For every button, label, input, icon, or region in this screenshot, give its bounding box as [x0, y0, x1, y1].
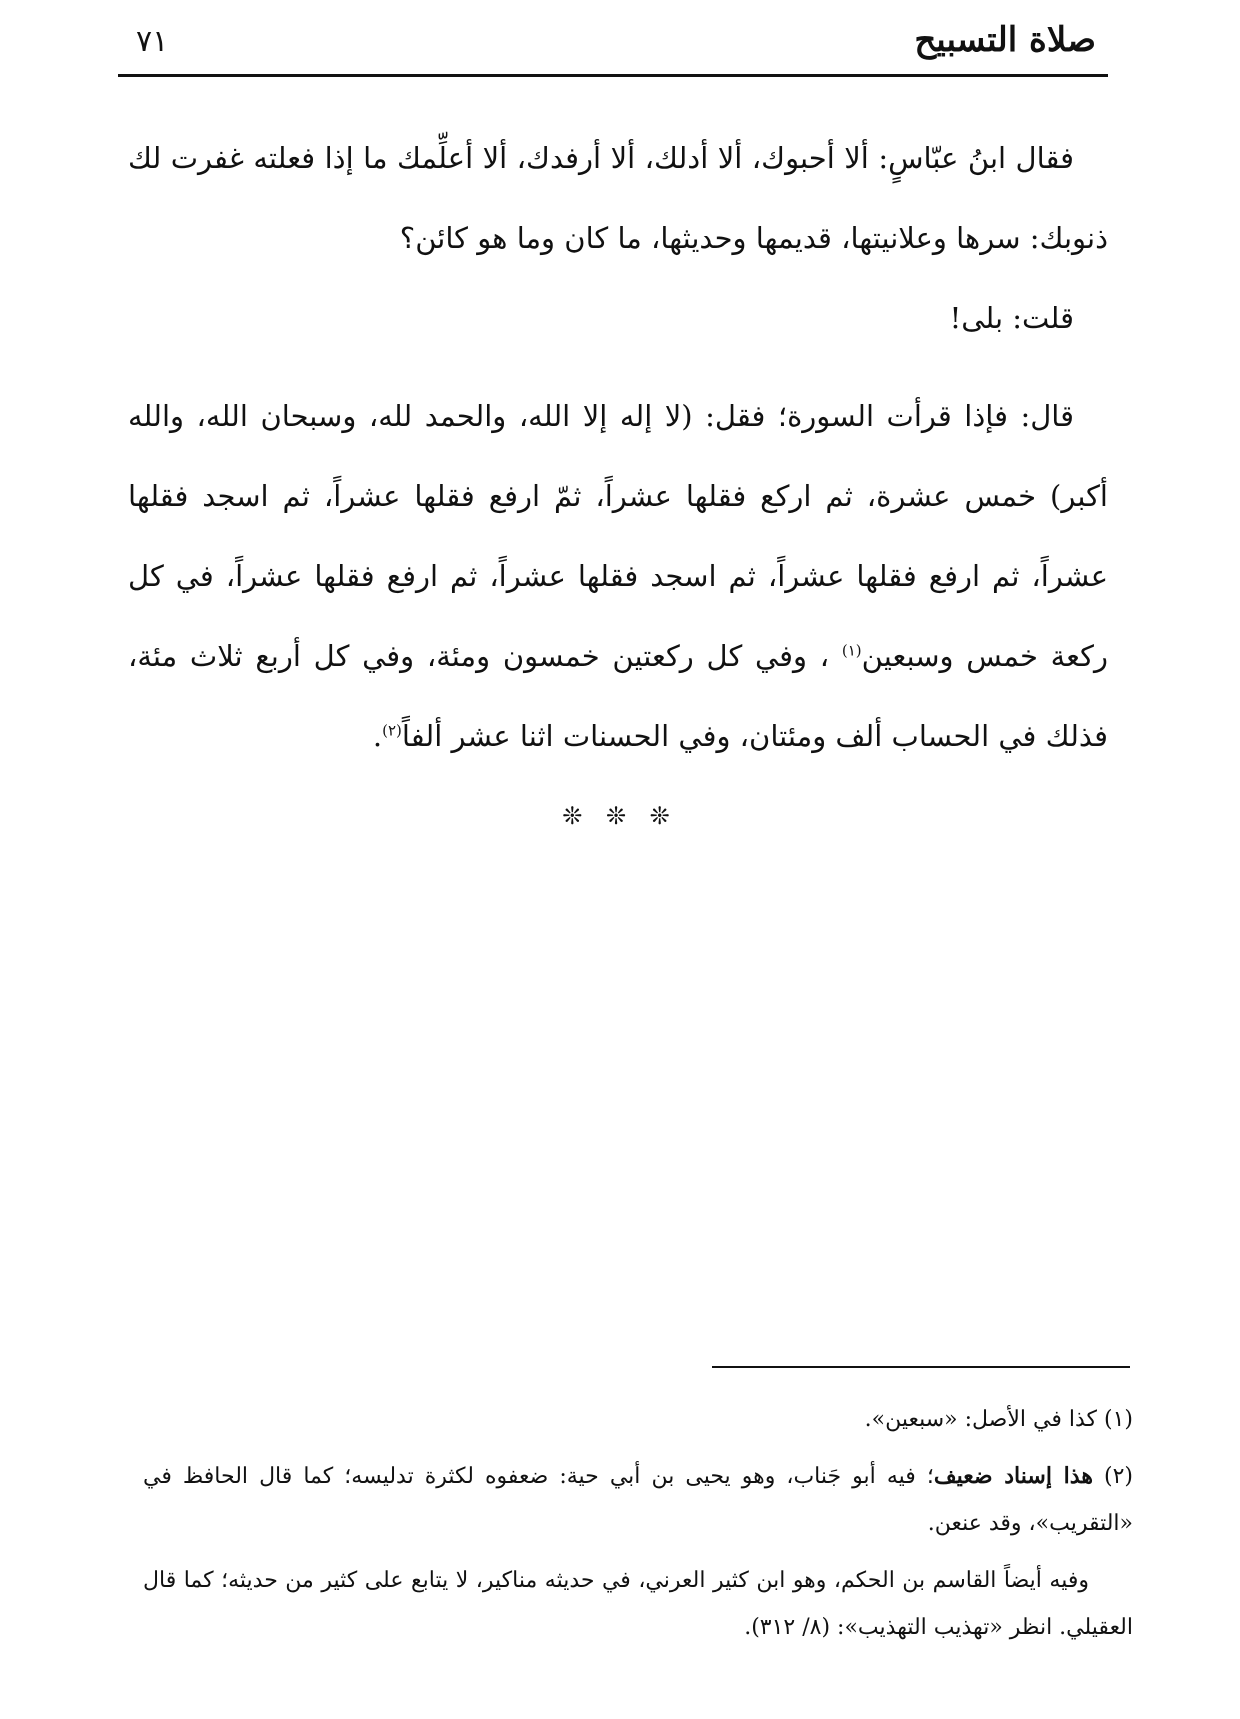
header-rule	[118, 74, 1108, 77]
instructions-text-1: قال: فإذا قرأت السورة؛ فقل: (لا إله إلا الله، والحمد لله، وسبحان الله، والله أكبر) خمس عشرة، ثم اركع فقلها عشراً، ثمّ ارفع فقلها عشراً، ثم اسجد فقلها عشراً، ثم ارفع فقلها عشراً، ثم اسجد فقلها عشراً، ثم ارفع فقلها عشراً، في كل ركعة خمس وسبعين	[128, 399, 1108, 673]
footnote-2-text: ؛ فيه أبو جَناب، وهو يحيى بن أبي حية: ضعفوه لكثرة تدليسه؛ كما قال الحافظ في «التقريب»، وقد عنعن.	[143, 1464, 1133, 1536]
section-separator: ❊ ❊ ❊	[562, 802, 678, 830]
main-text	[128, 118, 1108, 776]
footnote-1: (١) كذا في الأصل: «سبعين».	[864, 1407, 1133, 1432]
footnotes	[143, 1396, 1133, 1651]
paragraph-ibn-abbas: فقال ابنُ عبّاسٍ: ألا أحبوك، ألا أدلك، ألا أرفدك، ألا أعلِّمك ما إذا فعلته غفرت لك ذنوبك: سرها وعلانيتها، قديمها وحديثها، ما كان وما هو كائن؟	[128, 141, 1108, 255]
paragraph-reply: قلت: بلى!	[949, 301, 1074, 335]
footnote-2-grading: هذا إسناد ضعيف	[933, 1463, 1093, 1489]
footnote-rule	[712, 1366, 1130, 1368]
footnote-ref-1[interactable]: (١)	[841, 641, 862, 660]
footnote-2	[143, 1453, 1133, 1547]
instructions-end: .	[372, 719, 383, 753]
paragraph-instructions	[128, 376, 1108, 776]
footnote-2-continuation: وفيه أيضاً القاسم بن الحكم، وهو ابن كثير العرني، في حديثه مناكير، لا يتابع على كثير من حديثه؛ كما قال العقيلي. انظر «تهذيب التهذيب»: (٨/ ٣١٢).	[143, 1568, 1133, 1640]
page-header	[118, 14, 1108, 74]
page-number: ٧١	[136, 24, 169, 59]
footnote-2-number: (٢)	[1103, 1464, 1133, 1489]
footnote-ref-2[interactable]: (٢)	[382, 721, 402, 740]
instructions-text-2: ، وفي كل ركعتين خمسون ومئة، وفي كل أربع ثلاث مئة، فذلك في الحساب ألف ومئتان، وفي الحسنات اثنا عشر ألفاً	[128, 639, 1108, 753]
running-title: صلاة التسبيح	[914, 20, 1096, 60]
